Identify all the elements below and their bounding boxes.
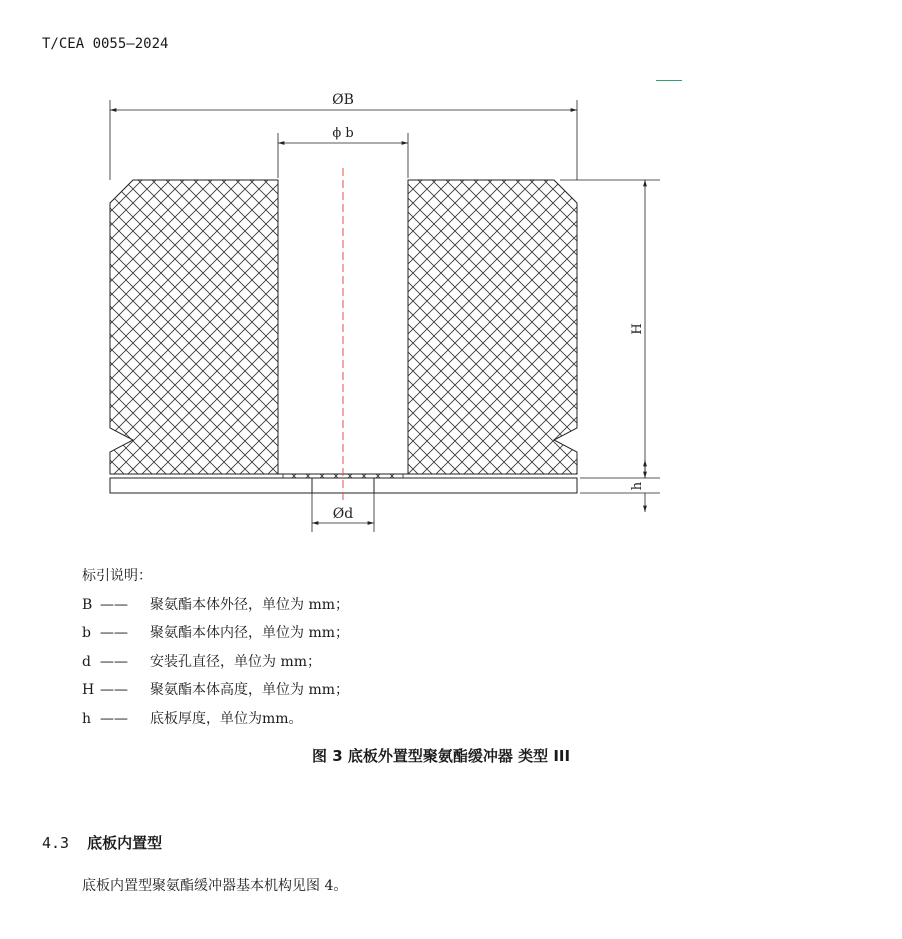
body-left-section xyxy=(110,180,278,474)
section-heading xyxy=(42,832,162,853)
figure-caption: 图 3 底板外置型聚氨酯缓冲器 类型 III xyxy=(312,747,571,765)
legend-item: b —— 聚氨酯本体内径，单位为 mm； xyxy=(82,625,350,641)
legend-item: d —— 安装孔直径，单位为 mm； xyxy=(82,653,322,670)
body-right-section xyxy=(408,180,577,474)
legend-item: B —— 聚氨酯本体外径，单位为 mm； xyxy=(82,596,350,613)
section-number: 4.3 xyxy=(42,834,70,852)
page-header-standard-code: T/CEA 0055—2024 xyxy=(42,36,169,52)
section-title: 底板内置型 xyxy=(87,834,163,852)
dim-label-inner-diameter: ϕ b xyxy=(332,126,354,141)
legend-title: 标引说明： xyxy=(82,568,152,584)
dim-label-height: H xyxy=(630,323,645,335)
body-paragraph: 底板内置型聚氨酯缓冲器基本机构见图 4。 xyxy=(82,878,348,894)
legend xyxy=(82,562,349,733)
dim-label-outer-diameter: ØB xyxy=(332,92,354,108)
legend-item: H —— 聚氨酯本体高度，单位为 mm； xyxy=(82,682,350,698)
dim-label-plate-thickness: h xyxy=(630,481,645,491)
dim-label-hole-diameter: Ød xyxy=(332,506,354,522)
legend-item: h —— 底板厚度，单位为mm。 xyxy=(82,710,303,727)
